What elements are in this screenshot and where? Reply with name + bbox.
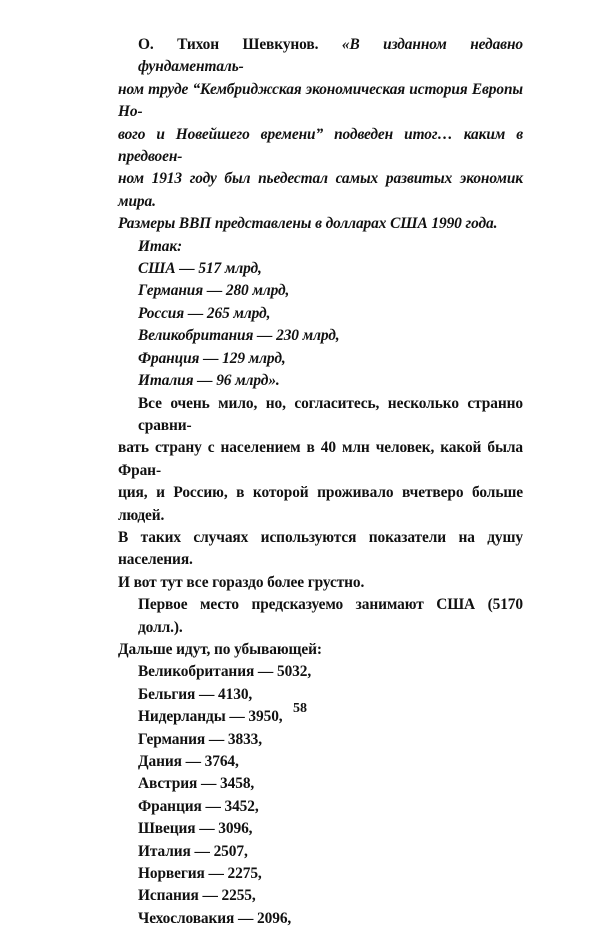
quote-line: ном 1913 году был пьедестал самых развитых экономик мира.	[118, 170, 523, 210]
page-number: 58	[293, 701, 307, 716]
gdp-intro: Итак:	[138, 237, 183, 255]
per-capita-item: Италия — 2507,	[138, 842, 248, 860]
gdp-list-item: Италия — 96 млрд».	[138, 372, 280, 390]
paragraph-line: И вот тут все гораздо более грустно.	[118, 573, 365, 591]
per-capita-item: Германия — 3833,	[138, 730, 263, 748]
per-capita-item: Норвегия — 2275,	[138, 865, 262, 883]
gdp-list-item: Россия — 265 млрд,	[138, 304, 271, 322]
per-capita-item: Франция — 3452,	[138, 797, 259, 815]
gdp-list-item: США — 517 млрд,	[138, 260, 262, 278]
per-capita-item: Бельгия — 4130,	[138, 685, 253, 703]
paragraph-line: Дальше идут, по убывающей:	[118, 640, 322, 658]
intro-first-line	[118, 34, 523, 79]
speaker-name: О. Тихон Шевкунов.	[138, 36, 319, 53]
per-capita-item: Дания — 3764,	[138, 753, 239, 770]
paragraph-line: Первое место предсказуемо занимают США (5170 долл.).	[138, 596, 523, 636]
per-capita-item: Швеция — 3096,	[138, 820, 253, 838]
per-capita-item: Австрия — 3458,	[138, 775, 255, 793]
quote-line: вого и Новейшего времени” подведен итог… каким в предвоен-	[118, 125, 523, 166]
quote-line: ном труде “Кембриджская экономическая история Европы Но-	[118, 80, 523, 121]
paragraph-line: В таких случаях используются показатели на душу населения.	[118, 528, 523, 569]
gdp-list-item: Франция — 129 млрд,	[138, 349, 286, 367]
paragraph-line: Все очень мило, но, согласитесь, несколько странно сравни-	[138, 394, 523, 434]
per-capita-item: Испания — 2255,	[138, 887, 256, 905]
quote-line: Размеры ВВП представлены в долларах США 1990 года.	[118, 215, 498, 233]
paragraph-line: вать страну с населением в 40 млн человек, какой была Фран-	[118, 439, 523, 479]
per-capita-item: Нидерланды — 3950,	[138, 708, 283, 726]
page-body	[118, 34, 523, 930]
paragraph-line: ция, и Россию, в которой проживало вчетверо больше людей.	[118, 484, 523, 524]
gdp-list-item: Германия — 280 млрд,	[138, 282, 290, 300]
per-capita-item: Великобритания — 5032,	[138, 663, 312, 681]
gdp-list-item: Великобритания — 230 млрд,	[138, 327, 340, 345]
quote-line: «В изданном недавно фундаменталь-	[138, 36, 523, 76]
per-capita-item: Чехословакия — 2096,	[138, 909, 292, 927]
